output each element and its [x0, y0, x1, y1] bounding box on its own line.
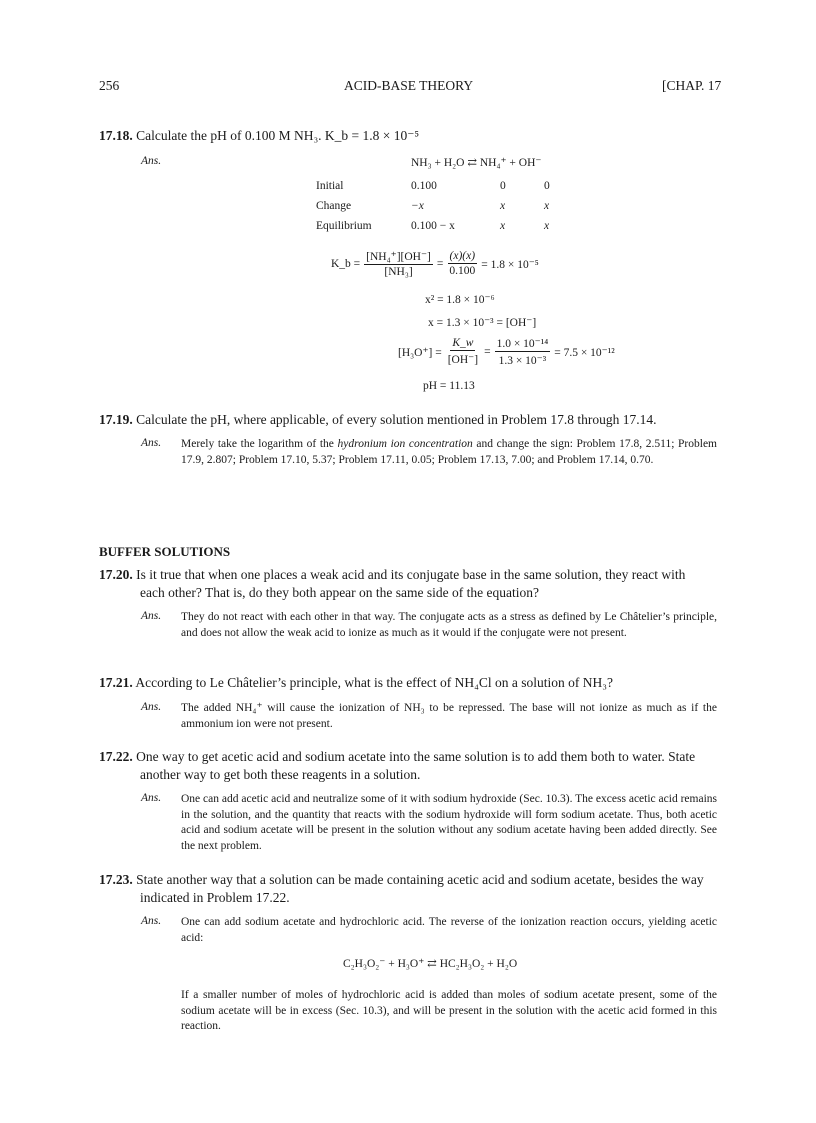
problem-number: 17.19. [99, 412, 133, 427]
h3o-lhs: [H₃O⁺] = [398, 346, 442, 359]
answer-17-21: The added NH₄⁺ will cause the ionization of NH₃ to be repressed. The base will not ionize as much as if the ammonium ion were not present. [181, 702, 717, 730]
ice-table-cell: x [500, 200, 506, 212]
chapter-label: [CHAP. 17 [662, 78, 722, 93]
kw-substituted-fraction [495, 336, 551, 367]
kb-fraction [364, 249, 433, 278]
ph-result: pH = 11.13 [423, 380, 475, 392]
denominator: [OH⁻] [447, 354, 479, 366]
answer-label: Ans. [141, 915, 162, 927]
ice-table-cell: x [544, 220, 550, 232]
problem-number: 17.20. [99, 567, 133, 582]
answer-label: Ans. [141, 155, 162, 167]
kb-result: = 1.8 × 10⁻⁵ [481, 258, 539, 271]
kb-lhs: K_b = [331, 257, 361, 270]
problem-17-21 [99, 675, 613, 691]
ice-table-cell: 0 [500, 180, 506, 192]
ice-table-cell: 0.100 − x [411, 220, 455, 232]
ice-table-cell: x [500, 220, 506, 232]
problem-question: State another way that a solution can be made containing acetic acid and sodium acetate, besides the way [136, 872, 704, 887]
ice-table-cell: 0.100 [411, 180, 437, 192]
x-squared-line: x² = 1.8 × 10⁻⁶ [425, 294, 495, 306]
problem-question-continued: another way to get both these reagents in a solution. [140, 767, 421, 782]
answer-label: Ans. [141, 437, 162, 449]
running-title: ACID-BASE THEORY [344, 78, 474, 93]
kw-fraction [446, 337, 480, 366]
problem-question-continued: indicated in Problem 17.22. [140, 890, 290, 905]
answer-label: Ans. [141, 610, 162, 622]
problem-question: One way to get acetic acid and sodium acetate into the same solution is to add them both to water. State [136, 749, 696, 764]
problem-17-20 [99, 566, 717, 602]
problem-question: Is it true that when one places a weak acid and its conjugate base in the same solution, they react with [136, 567, 686, 582]
kb-equation: K_b = $\frac{\text{[NH₄⁺][OH⁻]}}{\text{[NH₃]}}$ = $\frac{(x)(x)}{0.100}$ = 1.8 × 10⁻⁵ [331, 250, 539, 278]
ice-table-row-label: Equilibrium [316, 220, 372, 232]
problem-number: 17.22. [99, 749, 133, 764]
problem-number: 17.18. [99, 128, 133, 143]
section-heading: BUFFER SOLUTIONS [99, 544, 231, 559]
problem-number: 17.21. [99, 675, 133, 690]
ice-table-cell: 0 [544, 180, 550, 192]
problem-question: Calculate the pH, where applicable, of every solution mentioned in Problem 17.8 through 17.14. [136, 412, 657, 427]
ice-table-cell: −x [411, 200, 424, 212]
ionization-equation: NH₃ + H₂O ⇄ NH₄⁺ + OH⁻ [411, 157, 542, 169]
numerator: K_w [452, 337, 474, 349]
answer-17-19 [181, 437, 717, 468]
numerator: [NH₄⁺][OH⁻] [366, 251, 431, 263]
page-number: 256 [99, 78, 120, 93]
acetate-reaction-equation: C₂H₃O₂⁻ + H₃O⁺ ⇄ HC₂H₃O₂ + H₂O [343, 958, 518, 970]
numerator: (x)(x) [449, 250, 476, 262]
answer-17-23-part1: One can add sodium acetate and hydrochloric acid. The reverse of the ionization reaction occurs, yielding acetic acid: [181, 916, 717, 944]
problem-question: Calculate the pH of 0.100 M NH₃. K_b = 1.8 × 10⁻⁵ [136, 128, 420, 143]
hydronium-equation: [H₃O⁺] = $\frac{K\_w}{[OH^-]}$ = $\frac{\text{1.0 × 10⁻¹⁴}}{\text{1.3 × 10⁻³}}$ = 7.5 × 10⁻¹² [398, 337, 615, 367]
denominator: [NH₃] [384, 266, 413, 278]
denominator: 0.100 [449, 265, 476, 277]
answer-text: Merely take the logarithm of the [181, 438, 334, 450]
x-value-line: x = 1.3 × 10⁻³ = [OH⁻] [428, 317, 537, 329]
problem-17-18 [99, 128, 419, 144]
answer-label: Ans. [141, 792, 162, 804]
answer-17-23-part2: If a smaller number of moles of hydrochloric acid is added than moles of sodium acetate present, some of the sodium acetate will be in excess (Sec. 10.3), and will be present in the solution with the acetic acid formed in this reaction. [181, 989, 717, 1033]
emphasis-text: hydronium ion concentration [337, 438, 473, 450]
problem-question: According to Le Châtelier’s principle, what is the effect of NH₄Cl on a solution of NH₃? [135, 675, 613, 690]
ice-table-row-label: Change [316, 200, 352, 212]
denominator: 1.3 × 10⁻³ [498, 355, 547, 367]
answer-17-20: They do not react with each other in that way. The conjugate acts as a stress as defined by Le Châtelier’s principle, and does not allow the weak acid to ionize as much as it would if the conjugate were not present. [181, 611, 717, 639]
problem-17-19 [99, 412, 657, 428]
answer-text: and change the sign: Problem 17.8, 2.511; Problem 17.9, 2.807; Problem 17.10, 5.37; Problem 17.11, 0.05; Problem 17.13, 7.00; and Problem 17.14, 0.70. [181, 438, 717, 466]
problem-17-23 [99, 871, 717, 907]
answer-label: Ans. [141, 701, 162, 713]
ice-table-row-label: Initial [316, 180, 344, 192]
answer-17-22: One can add acetic acid and neutralize some of it with sodium hydroxide (Sec. 10.3). The excess acetic acid remains in the solution, and the quantity that reacts with the sodium hydroxide will form sodium acetate. Thus, both acetic acid and sodium acetate will be present in the solution without any sodium acetate having been added directly. See the next problem. [181, 793, 717, 853]
problem-number: 17.23. [99, 872, 133, 887]
numerator: 1.0 × 10⁻¹⁴ [496, 338, 549, 350]
problem-17-22 [99, 748, 717, 784]
problem-question-continued: each other? That is, do they both appear on the same side of the equation? [140, 585, 539, 600]
kb-substituted-fraction [447, 250, 477, 277]
ice-table-cell: x [544, 200, 550, 212]
h3o-result: = 7.5 × 10⁻¹² [554, 346, 615, 359]
